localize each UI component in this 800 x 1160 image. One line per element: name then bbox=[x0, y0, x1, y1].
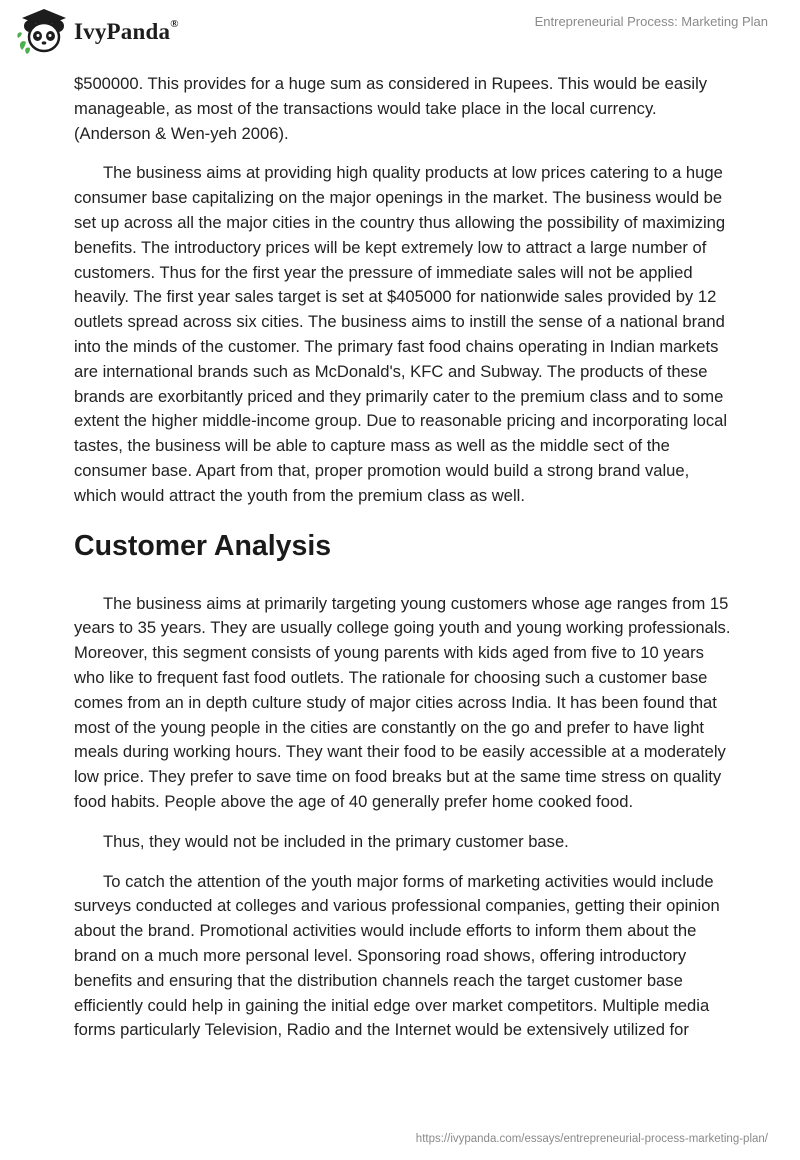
panda-graduate-logo-icon bbox=[14, 6, 72, 58]
section-heading: Customer Analysis bbox=[74, 529, 332, 562]
paragraph: Thus, they would not be included in the primary customer base. bbox=[103, 831, 569, 851]
source-url[interactable]: https://ivypanda.com/essays/entrepreneurial-process-marketing-plan/ bbox=[415, 1133, 768, 1145]
brand-name: IvyPanda® bbox=[74, 18, 179, 44]
paragraph: The business aims at providing high quality products at low prices catering to a huge consumer base capitalizing on the major openings in the market. The business would be set up across all the major cities in the country thus allowing the possibility of maximizing benefits. The introductory prices will be kept extremely low to attract a large number of customers. Thus for the first year the pressure of immediate sales will not be applied heavily. The first year sales target is set at $405000 for nationwide sales provided by 12 outlets spread across six cities. The business aims to instill the sense of a national brand into the minds of the customer. The primary fast food chains operating in Indian markets are international brands such as McDonald's, KFC and Subway. The products of these brands are exorbitantly priced and they primarily cater to the premium class and to some extent the higher middle-income group. Due to reasonable pricing and incorporating local tastes, the business will be able to capture mass as well as the middle sect of the consumer base. Apart from that, proper promotion would build a strong brand value, which would attract the youth from the premium class as well. bbox=[74, 163, 728, 505]
paragraph: $500000. This provides for a huge sum as considered in Rupees. This would be easily manageable, as most of the transactions would take place in the local currency. (Anderson & Wen-yeh 2006). bbox=[74, 74, 708, 143]
document-title: Entrepreneurial Process: Marketing Plan bbox=[534, 14, 768, 29]
paragraph: The business aims at primarily targeting young customers whose age ranges from 15 years to 35 years. They are usually college going youth and young working professionals. Moreover, this segment consists of young parents with kids aged from five to 10 years who like to frequent fast food outlets. The rationale for choosing such a customer base comes from an in depth culture study of major cities across India. It has been found that most of the young people in the cities are constantly on the go and prefer to have light meals during working hours. They want their food to be easily accessible at a moderately low price. They prefer to save time on food breaks but at the same time stress on quality food habits. People above the age of 40 generally prefer home cooked food. bbox=[74, 593, 731, 811]
article-body bbox=[74, 72, 734, 1058]
ivypanda-logo[interactable] bbox=[14, 6, 179, 58]
registered-mark: ® bbox=[170, 18, 179, 31]
page-header bbox=[0, 0, 800, 70]
paragraph: To catch the attention of the youth major forms of marketing activities would include surveys conducted at colleges and various professional companies, getting their opinion about the brand. Promotional activities would include efforts to inform them about the brand on a much more personal level. Sponsoring road shows, offering introductory benefits and ensuring that the distribution channels reach the target customer base efficiently could help in gaining the initial edge over market competitors. Multiple media forms particularly Television, Radio and the Internet would be extensively utilized for bbox=[74, 871, 720, 1040]
